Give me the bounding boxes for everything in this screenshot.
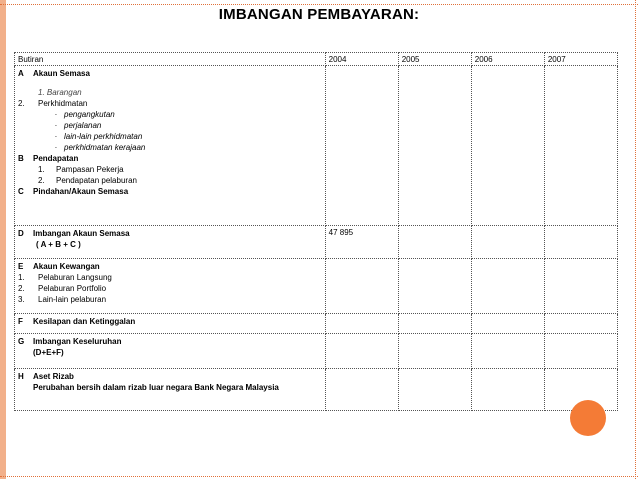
section-c-title: C Pindahan/Akaun Semasa xyxy=(18,187,129,196)
table-row xyxy=(15,226,618,259)
item-pelaburan-langsung: 1. Pelaburan Langsung xyxy=(18,273,112,282)
header-2005: 2005 xyxy=(398,53,471,66)
header-2004: 2004 xyxy=(325,53,398,66)
slide-title: IMBANGAN PEMBAYARAN: xyxy=(218,6,420,23)
item-pendapatan-pelaburan: 2. Pendapatan pelaburan xyxy=(38,176,137,185)
section-e-title: E Akaun Kewangan xyxy=(18,262,100,271)
item-pelaburan-portfolio: 2. Pelaburan Portfolio xyxy=(18,284,107,293)
section-d-cell xyxy=(15,226,326,259)
section-f-title: F Kesilapan dan Ketinggalan xyxy=(18,317,136,326)
header-2007: 2007 xyxy=(544,53,617,66)
section-b-title: B Pendapatan xyxy=(18,154,79,163)
table-row xyxy=(15,66,618,226)
subitem-pengangkutan: · pengangkutan xyxy=(54,110,115,119)
bottom-dotted-border xyxy=(0,476,638,477)
left-frame-bar xyxy=(0,0,6,479)
section-d-title: D Imbangan Akaun Semasa xyxy=(18,229,130,238)
subitem-kerajaan: · perkhidmatan kerajaan xyxy=(54,143,146,152)
header-2006: 2006 xyxy=(471,53,544,66)
table-row xyxy=(15,314,618,334)
section-f-cell xyxy=(15,314,326,334)
section-g-formula: (D+E+F) xyxy=(33,348,64,357)
subitem-perjalanan: · perjalanan xyxy=(54,121,102,130)
table-row xyxy=(15,334,618,369)
section-e-cell xyxy=(15,259,326,314)
section-g-cell xyxy=(15,334,326,369)
section-a-title: A Akaun Semasa xyxy=(18,69,90,78)
item-perkhidmatan: 2. Perkhidmatan xyxy=(18,99,88,108)
section-abc-cell xyxy=(15,66,326,226)
section-d-value-2004: 47 895 xyxy=(325,226,398,259)
balance-of-payments-table xyxy=(14,52,618,411)
right-dotted-border xyxy=(635,0,636,479)
section-h-desc: Perubahan bersih dalam rizab luar negara Bank Negara Malaysia xyxy=(33,383,279,392)
item-pampasan: 1. Pampasan Pekerja xyxy=(38,165,124,174)
section-h-title: H Aset Rizab xyxy=(18,372,74,381)
section-g-title: G Imbangan Keseluruhan xyxy=(18,337,122,346)
header-butiran: Butiran xyxy=(15,53,326,66)
table-row xyxy=(15,369,618,411)
item-lain-lain-pelaburan: 3. Lain-lain pelaburan xyxy=(18,295,107,304)
item-barangan: 1. Barangan xyxy=(38,88,82,97)
section-d-formula: ( A + B + C ) xyxy=(36,240,81,249)
top-dotted-border xyxy=(0,4,638,5)
header-row xyxy=(15,53,618,66)
orange-circle-decoration xyxy=(570,400,606,436)
section-h-cell xyxy=(15,369,326,411)
subitem-lain-lain: · lain-lain perkhidmatan xyxy=(54,132,143,141)
table-row xyxy=(15,259,618,314)
